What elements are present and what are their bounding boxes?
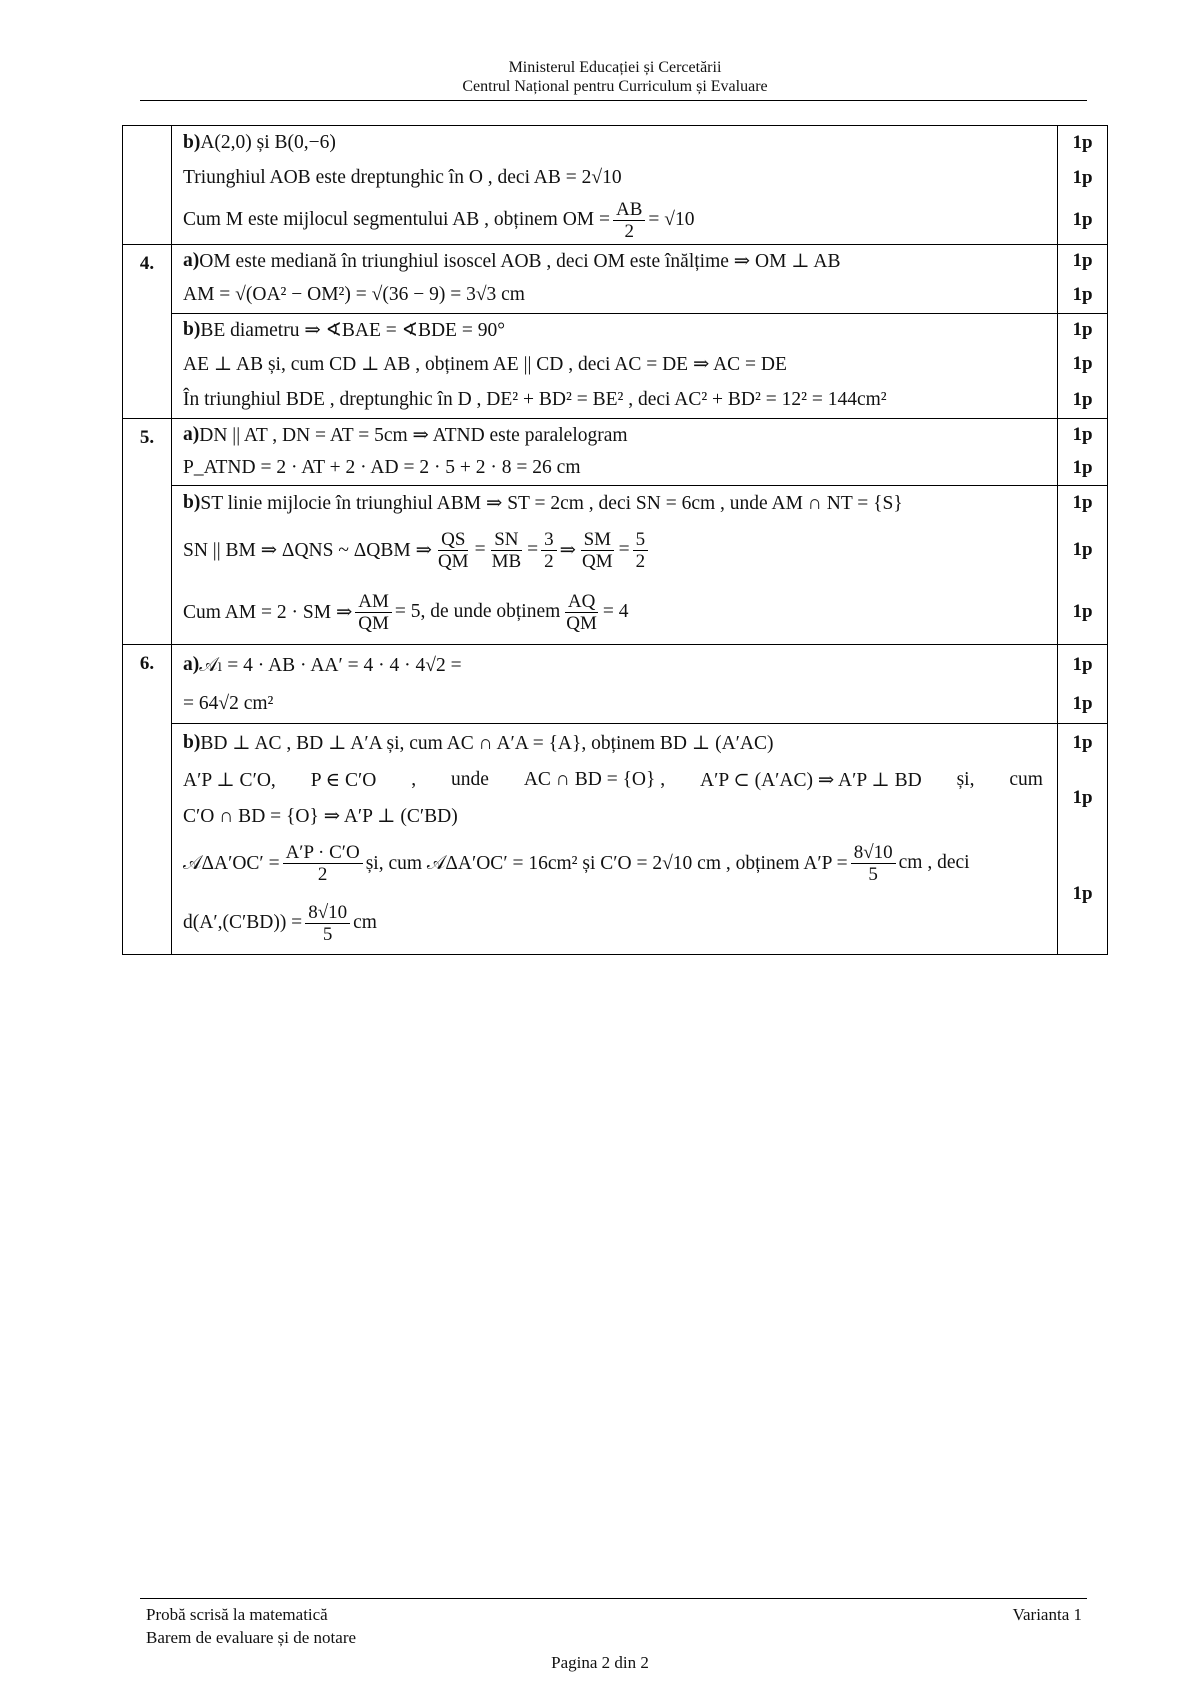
points: 1p xyxy=(1072,284,1093,305)
table-row xyxy=(123,724,1108,955)
solution-line: AE ⊥ AB și, cum CD ⊥ AB , obținem AE || CD , deci AC = DE ⇒ AC = DE xyxy=(183,354,787,375)
footer-variant: Varianta 1 xyxy=(1012,1605,1082,1624)
page-header xyxy=(140,58,1090,96)
points: 1p xyxy=(1072,132,1093,153)
fraction: $\frac{AB}{2}$ xyxy=(613,199,645,242)
points: 1p xyxy=(1072,209,1093,230)
fraction: $\frac{8√10}{5}$ xyxy=(305,902,350,945)
item-number: 5. xyxy=(123,419,172,645)
solution-line: AM = √(OA² − OM²) = √(36 − 9) = 3√3 cm xyxy=(183,284,525,305)
fraction: $\frac{3}{2}$ xyxy=(541,529,557,572)
solution-line: SN || BM ⇒ ΔQNS ~ ΔQBM ⇒ xyxy=(183,540,432,561)
points-cell xyxy=(1058,314,1108,419)
fraction: $\frac{A'P \cdot C'O}{2}$ xyxy=(283,842,363,885)
solution-cell: b) BD ⊥ AC , BD ⊥ A′A și, cum AC ∩ A′A = {A}, obținem BD ⊥ (A′AC) A′P ⊥ C′O, P ∈ C′O , unde AC ∩ BD = {O} , A′P ⊂ (A′AC) ⇒ A′P ⊥ BD și, cum C′O ∩ BD = {O} ⇒ A′P ⊥ (C′BD) 𝒜ΔA′OC′ = $\frac{A'P \cdot C'O}{2}$ și, cum 𝒜ΔA′OC′ = 16cm² și C′O = 2√10 cm , obținem A′P = $\frac{8√10}{5}$ cm , deci d(A′,(C′BD)) = $\frac{8√10}{5}$ cm xyxy=(172,724,1058,955)
solution-line: OM este mediană în triunghiul isoscel AOB , deci OM este înălțime ⇒ OM ⊥ AB xyxy=(199,251,841,272)
points: 1p xyxy=(1072,457,1093,478)
fraction: $\frac{SN}{MB}$ xyxy=(491,528,522,572)
subpoint-label: b) xyxy=(183,732,201,753)
table-row xyxy=(123,126,1108,245)
points: 1p xyxy=(1072,250,1093,271)
footer-exam-name: Probă scrisă la matematică xyxy=(146,1605,328,1624)
points: 1p xyxy=(1072,883,1093,904)
table-row xyxy=(123,314,1108,419)
points: 1p xyxy=(1072,389,1093,410)
table-row xyxy=(123,486,1108,645)
solution-line: Triunghiul AOB este dreptunghic în O , deci AB = 2√10 xyxy=(183,167,622,188)
fraction: $\frac{AQ}{QM}$ xyxy=(566,590,597,634)
header-center: Centrul Național pentru Curriculum și Evaluare xyxy=(462,78,768,95)
subpoint-label: a) xyxy=(183,424,200,445)
points: 1p xyxy=(1072,319,1093,340)
points-cell xyxy=(1058,126,1108,245)
item-number: 6. xyxy=(123,645,172,955)
points: 1p xyxy=(1072,167,1093,188)
points-cell xyxy=(1058,724,1108,955)
solution-line: d(A′,(C′BD)) = xyxy=(183,912,303,933)
table-row xyxy=(123,645,1108,724)
points: 1p xyxy=(1072,693,1093,714)
solution-cell xyxy=(172,645,1058,724)
subpoint-label: b) xyxy=(183,492,201,513)
fraction: $\frac{AM}{QM}$ xyxy=(355,591,392,634)
item-number: 4. xyxy=(123,245,172,419)
solution-line: BE diametru ⇒ ∢BAE = ∢BDE = 90° xyxy=(200,320,506,341)
solution-line: 𝒜ₗ = 4 · AB · AA′ = 4 · 4 · 4√2 = xyxy=(199,655,462,676)
fraction: $\frac{8√10}{5}$ xyxy=(851,842,896,885)
fraction: $\frac{5}{2}$ xyxy=(633,529,649,572)
solution-cell: b) A(2,0) și B(0,−6) Triunghiul AOB este dreptunghic în O , deci AB = 2√10 Cum M este mijlocul segmentului AB , obținem OM = $\frac{AB}{2}$ = √10 xyxy=(172,126,1058,245)
points: 1p xyxy=(1072,787,1093,808)
solution-cell xyxy=(172,314,1058,419)
solution-line: P_ATND = 2 · AT + 2 · AD = 2 · 5 + 2 · 8 = 26 cm xyxy=(183,457,581,478)
points: 1p xyxy=(1072,492,1093,513)
points-cell xyxy=(1058,245,1108,314)
points: 1p xyxy=(1072,424,1093,445)
table-row xyxy=(123,245,1108,314)
solution-cell: b) ST linie mijlocie în triunghiul ABM ⇒ ST = 2cm , deci SN = 6cm , unde AM ∩ NT = {S} SN || BM ⇒ ΔQNS ~ ΔQBM ⇒ $\frac{QS}{QM}$ = $\frac{SN}{MB}$ = $\frac{3}{2}$ ⇒ $\frac{SM}{QM}$ = $\frac{5}{2}$ Cum AM = 2 · SM ⇒ $\frac{AM}{QM}$ = 5, de unde obținem $\frac{AQ}{QM}$ = 4 xyxy=(172,486,1058,645)
subpoint-label: b) xyxy=(183,132,201,153)
footer-doc-type: Barem de evaluare și de notare xyxy=(146,1628,357,1647)
grading-table xyxy=(122,125,1108,955)
points: 1p xyxy=(1072,654,1093,675)
solution-line: DN || AT , DN = AT = 5cm ⇒ ATND este paralelogram xyxy=(199,425,628,446)
solution-line: A′P ⊥ C′O, P ∈ C′O , unde AC ∩ BD = {O} , A′P ⊂ (A′AC) ⇒ A′P ⊥ BD și, cum xyxy=(183,769,1043,791)
solution-line: = 64√2 cm² xyxy=(183,693,274,714)
subpoint-label: a) xyxy=(183,250,200,271)
footer-left xyxy=(146,1603,356,1649)
solution-line: Cum AM = 2 · SM ⇒ xyxy=(183,602,353,623)
points: 1p xyxy=(1072,539,1093,560)
header-ministry: Ministerul Educației și Cercetării xyxy=(508,59,722,76)
solution-line: BD ⊥ AC , BD ⊥ A′A și, cum AC ∩ A′A = {A}, obținem BD ⊥ (A′AC) xyxy=(200,733,774,754)
footer-rule xyxy=(140,1598,1087,1599)
solution-line: C′O ∩ BD = {O} ⇒ A′P ⊥ (C′BD) xyxy=(183,806,458,827)
header-rule xyxy=(140,100,1087,101)
solution-line: ST linie mijlocie în triunghiul ABM ⇒ ST = 2cm , deci SN = 6cm , unde AM ∩ NT = {S} xyxy=(200,493,903,514)
fraction: $\frac{SM}{QM}$ xyxy=(582,528,613,572)
points: 1p xyxy=(1072,353,1093,374)
points-cell xyxy=(1058,419,1108,486)
solution-line: 𝒜ΔA′OC′ = xyxy=(183,852,280,874)
points: 1p xyxy=(1072,732,1093,753)
solution-cell xyxy=(172,245,1058,314)
points-cell xyxy=(1058,645,1108,724)
subpoint-label: a) xyxy=(183,654,200,675)
page-number: Pagina 2 din 2 xyxy=(551,1653,649,1672)
item-number xyxy=(123,126,172,245)
points-cell xyxy=(1058,486,1108,645)
subpoint-label: b) xyxy=(183,319,201,340)
solution-line: A(2,0) și B(0,−6) xyxy=(200,132,336,153)
solution-line: Cum M este mijlocul segmentului AB , obținem OM = xyxy=(183,209,610,230)
fraction: $\frac{QS}{QM}$ xyxy=(437,528,469,572)
solution-line: În triunghiul BDE , dreptunghic în D , DE² + BD² = BE² , deci AC² + BD² = 12² = 144cm² xyxy=(183,389,887,410)
solution-cell xyxy=(172,419,1058,486)
table-row xyxy=(123,419,1108,486)
points: 1p xyxy=(1072,601,1093,622)
